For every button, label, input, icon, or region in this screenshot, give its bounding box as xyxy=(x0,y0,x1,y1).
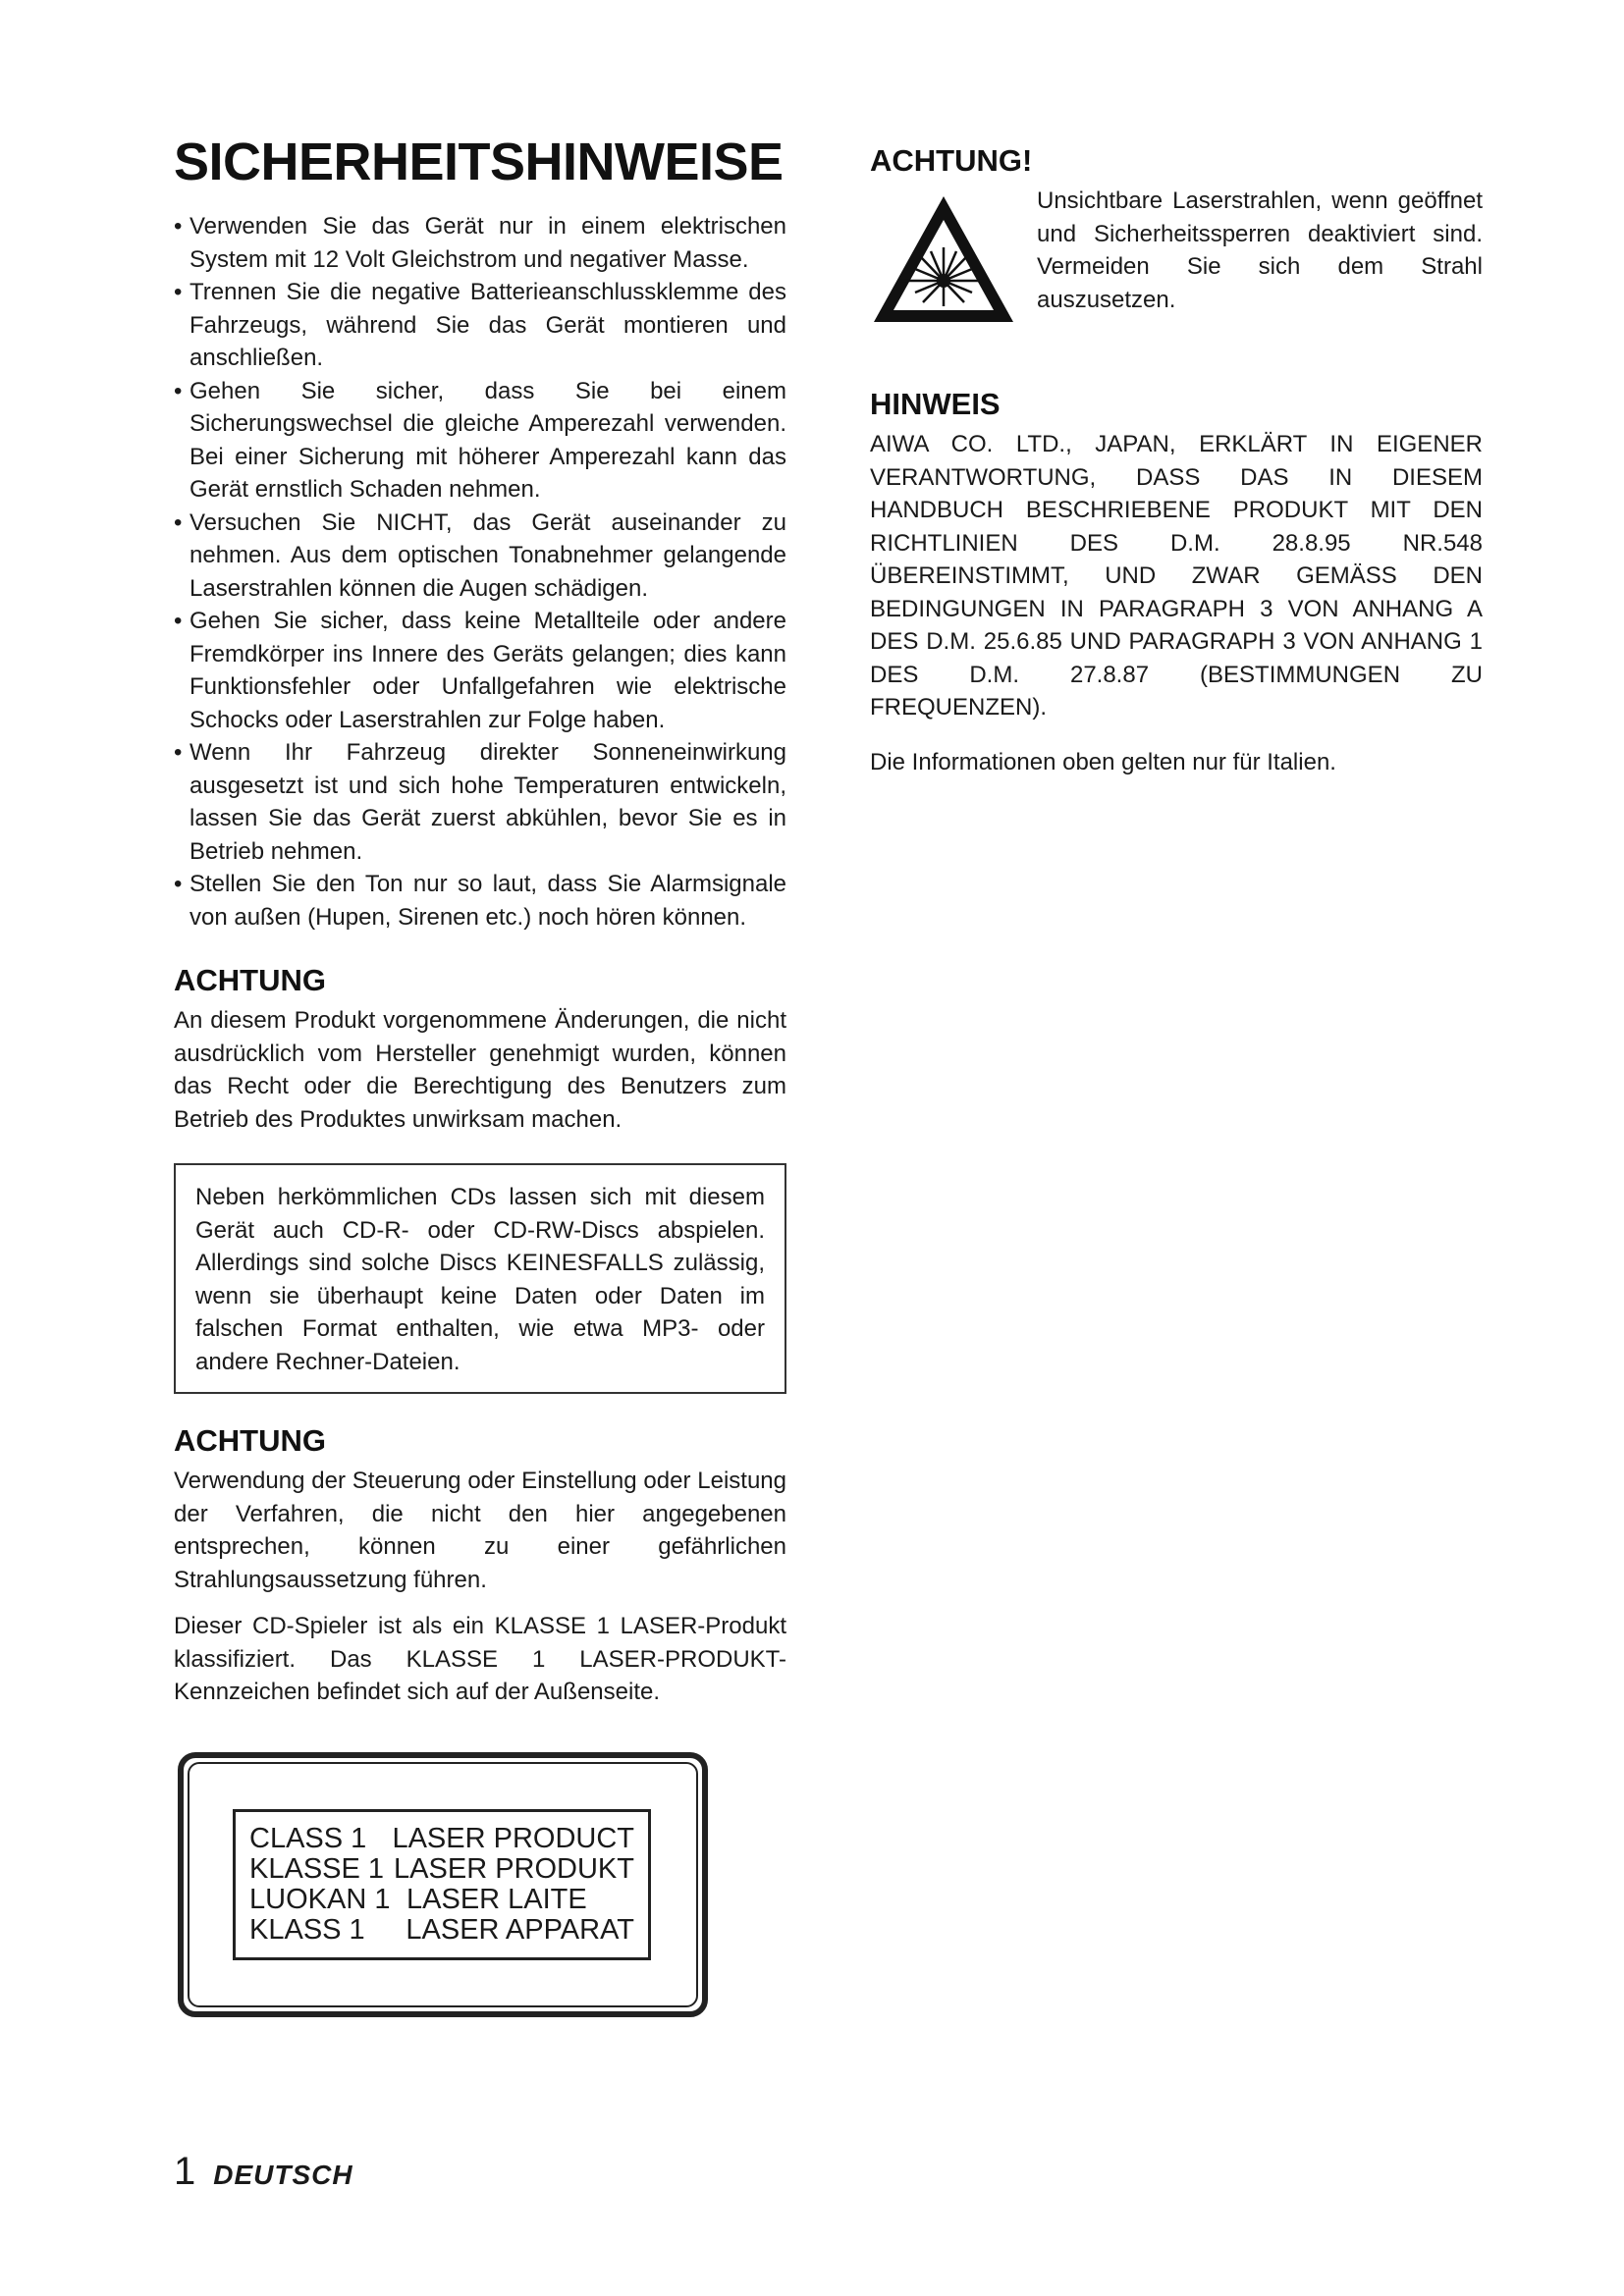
warning-text: Unsichtbare Laserstrahlen, wenn geöffnet und Sicherheitssperren deaktiviert sind. Vermeiden Sie sich dem Strahl auszusetzen. xyxy=(1037,187,1483,313)
achtung-section-1 xyxy=(174,963,786,1136)
label-row: CLASS 1 LASER PRODUCT xyxy=(249,1822,634,1854)
section-text: Verwendung der Steuerung oder Einstellung oder Leistung der Verfahren, die nicht den hier angegebenen entsprechen, können zu einer gefährlichen Strahlungsaussetzung führen. xyxy=(174,1468,786,1593)
section-heading: ACHTUNG! xyxy=(870,143,1033,178)
label-row: KLASS 1 LASER APPARAT xyxy=(249,1913,634,1946)
page-title: SICHERHEITSHINWEISE xyxy=(174,133,784,191)
list-item: • Verwenden Sie das Gerät nur in einem elektrischen System mit 12 Volt Gleichstrom und negativer Masse. xyxy=(174,210,786,276)
section-heading: HINWEIS xyxy=(870,387,1001,421)
right-column xyxy=(870,143,1483,778)
laser-label-text xyxy=(233,1809,651,1960)
label-row: LUOKAN 1 LASER LAITE xyxy=(249,1883,587,1915)
info-text: Die Informationen oben gelten nur für Italien. xyxy=(870,748,1336,775)
list-item: • Gehen Sie sicher, dass keine Metallteile oder andere Fremdkörper ins Innere des Geräts gelangen; dies kann Funktionsfehler oder Unfallgefahren wie elektrische Schocks oder Laserstrahlen zur Folge haben. xyxy=(174,605,786,736)
section-heading: ACHTUNG xyxy=(174,1423,326,1458)
hinweis-section xyxy=(870,387,1483,778)
cd-note-box xyxy=(174,1163,786,1394)
section-text: An diesem Produkt vorgenommene Änderungen, die nicht ausdrücklich vom Hersteller genehmigt wurden, können das Recht oder die Berechtigung des Benutzers zum Betrieb des Produktes unwirksam machen. xyxy=(174,1007,786,1133)
laser-class-label xyxy=(178,1752,708,2017)
achtung-section-2 xyxy=(174,1423,786,1709)
section-heading: ACHTUNG xyxy=(174,963,326,997)
page-footer xyxy=(174,2150,353,2194)
label-row: KLASSE 1 LASER PRODUKT xyxy=(249,1852,634,1885)
list-item: • Wenn Ihr Fahrzeug direkter Sonneneinwirkung ausgesetzt ist und sich hohe Temperaturen entwickeln, lassen Sie das Gerät zuerst abkühlen, bevor Sie es in Betrieb nehmen. xyxy=(174,736,786,868)
list-item: • Trennen Sie die negative Batterieanschlussklemme des Fahrzeugs, während Sie das Gerät montieren und anschließen. xyxy=(174,276,786,375)
note-text: Neben herkömmlichen CDs lassen sich mit diesem Gerät auch CD-R- oder CD-RW-Discs abspielen. Allerdings sind solche Discs KEINESFALLS zulässig, wenn sie überhaupt keine Daten oder Daten im falschen Format enthalten, wie etwa MP3- oder andere Rechner-Dateien. xyxy=(195,1184,765,1375)
list-item: • Versuchen Sie NICHT, das Gerät auseinander zu nehmen. Aus dem optischen Tonabnehmer gelangende Laserstrahlen können die Augen schädigen. xyxy=(174,507,786,606)
section-text: Dieser CD-Spieler ist als ein KLASSE 1 LASER-Produkt klassifiziert. Das KLASSE 1 LASER-PRODUKT-Kennzeichen befindet sich auf der Außenseite. xyxy=(174,1613,786,1705)
safety-list xyxy=(174,210,786,934)
laser-warning xyxy=(870,185,1483,328)
language-label: DEUTSCH xyxy=(213,2160,353,2190)
list-item: • Stellen Sie den Ton nur so laut, dass Sie Alarmsignale von außen (Hupen, Sirenen etc.) noch hören können. xyxy=(174,868,786,934)
list-item: • Gehen Sie sicher, dass Sie bei einem Sicherungswechsel die gleiche Amperezahl verwenden. Bei einer Sicherung mit höherer Amperezahl kann das Gerät ernstlich Schaden nehmen. xyxy=(174,375,786,507)
laser-warning-icon xyxy=(870,190,1017,328)
page-number: 1 xyxy=(174,2150,196,2193)
left-column xyxy=(174,132,786,2017)
hinweis-text: AIWA CO. LTD., JAPAN, ERKLÄRT IN EIGENER VERANTWORTUNG, DASS DAS IN DIESEM HANDBUCH BESCHRIEBENE PRODUKT MIT DEN RICHTLINIEN DES D.M. 28.8.95 NR.548 ÜBEREINSTIMMT, UND ZWAR GEMÄSS DEN BEDINGUNGEN IN PARAGRAPH 3 VON ANHANG A DES D.M. 25.6.85 UND PARAGRAPH 3 VON ANHANG 1 DES D.M. 27.8.87 (BESTIMMUNGEN ZU FREQUENZEN). xyxy=(870,431,1483,721)
